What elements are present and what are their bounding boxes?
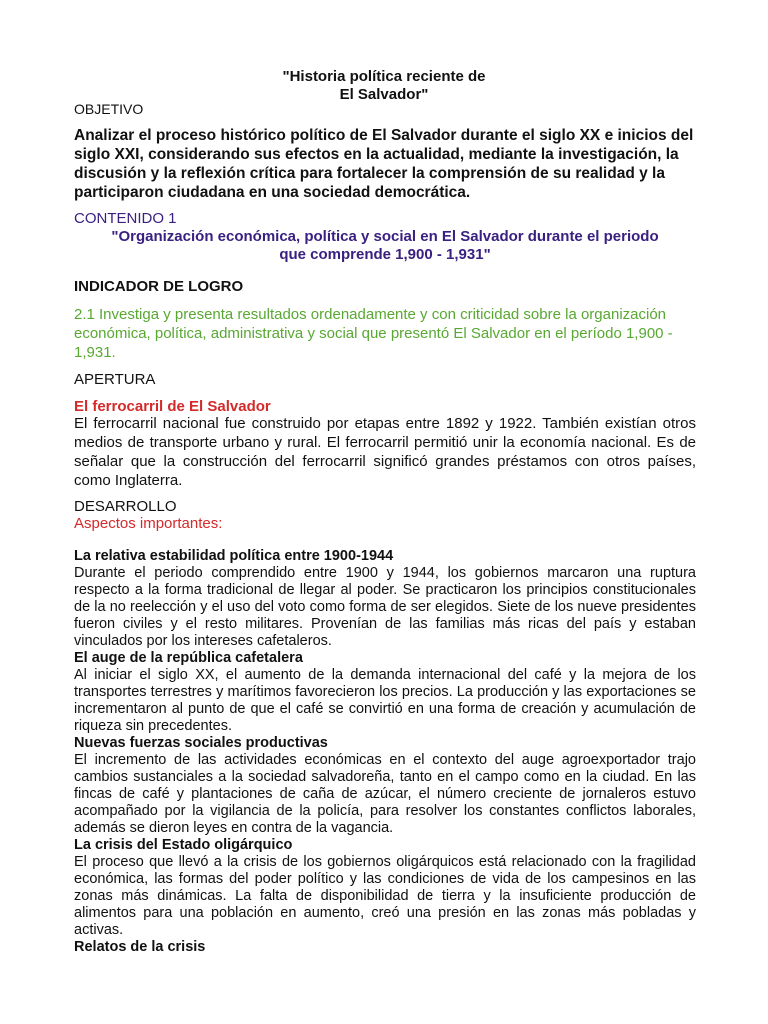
section-body: El proceso que llevó a la crisis de los gobiernos oligárquicos está relacionado con la fragilidad económica, las formas del poder político y las condiciones de vida de los campesinos en las zonas más dinámicas. La falta de disponibilidad de tierra y la insuficiente producción de alimentos para una población en aumento, creó una presión en las zonas más pobladas y activas. xyxy=(74,854,696,938)
objetivo-text: Analizar el proceso histórico político de El Salvador durante el siglo XX e inicios del siglo XXI, considerando sus efectos en la actualidad, mediante la investigación, la discusión y la reflexión crítica para fortalecer la comprensión de su realidad y la participaron ciudadana en una sociedad democrática. xyxy=(74,127,694,201)
section-title: Relatos de la crisis xyxy=(74,939,206,955)
indicador-text: 2.1 Investiga y presenta resultados ordenadamente y con criticidad sobre la organización económica, política, administrativa y social que presentó El Salvador en el período 1,900 - 1,931. xyxy=(74,306,673,361)
contenido-title xyxy=(74,228,696,264)
section-body: Durante el periodo comprendido entre 1900 y 1944, los gobiernos marcaron una ruptura respecto a la forma tradicional de llegar al poder. Se practicaron los principios constitucionales de la no reelección y el uso del voto como forma de ser elegidos. Siete de los nueve presidentes fueron civiles y el resto militares. Provenían de las familias más ricas del país y estaban vinculados por los intereses cafetaleros. xyxy=(74,565,696,649)
aspectos-label: Aspectos importantes: xyxy=(74,515,223,532)
contenido-title-line-1: "Organización económica, política y social en El Salvador durante el periodo xyxy=(111,228,659,245)
ferrocarril-text: El ferrocarril nacional fue construido por etapas entre 1892 y 1922. También existían otros medios de transporte urbano y rural. El ferrocarril permitió unir la economía nacional. Es de señalar que la construcción del ferrocarril significó grandes préstamos con otros países, como Inglaterra. xyxy=(74,415,696,489)
desarrollo-label: DESARROLLO xyxy=(74,498,177,515)
contenido-title-line-2: que comprende 1,900 - 1,931" xyxy=(279,246,491,263)
title-line-1: "Historia política reciente de xyxy=(282,68,486,85)
contenido-label: CONTENIDO 1 xyxy=(74,210,177,227)
section-body: El incremento de las actividades económicas en el contexto del auge agroexportador trajo cambios sustanciales a la sociedad salvadoreña, tanto en el campo como en la ciudad. En las fincas de café y plantaciones de caña de azúcar, el número creciente de jornaleros estuvo acompañado por la vigilancia de la policía, para resolver los constantes conflictos laborales, además se dieron leyes en contra de la vagancia. xyxy=(74,752,696,836)
sections-container xyxy=(74,548,696,956)
section-title: Nuevas fuerzas sociales productivas xyxy=(74,735,328,751)
section-body: Al iniciar el siglo XX, el aumento de la demanda internacional del café y la mejora de los transportes terrestres y marítimos favorecieron los precios. La producción y las exportaciones se incrementaron al punto de que el café se convirtió en una forma de creación y acumulación de riqueza sin precedentes. xyxy=(74,667,696,734)
indicador-label: INDICADOR DE LOGRO xyxy=(74,278,244,295)
section-title: El auge de la república cafetalera xyxy=(74,650,303,666)
apertura-label: APERTURA xyxy=(74,371,156,388)
objetivo-label: OBJETIVO xyxy=(74,101,144,117)
ferrocarril-title: El ferrocarril de El Salvador xyxy=(74,398,271,415)
section-title: La relativa estabilidad política entre 1900-1944 xyxy=(74,548,394,564)
section-title: La crisis del Estado oligárquico xyxy=(74,837,293,853)
document-title xyxy=(0,68,768,104)
title-line-2: El Salvador" xyxy=(339,86,429,103)
